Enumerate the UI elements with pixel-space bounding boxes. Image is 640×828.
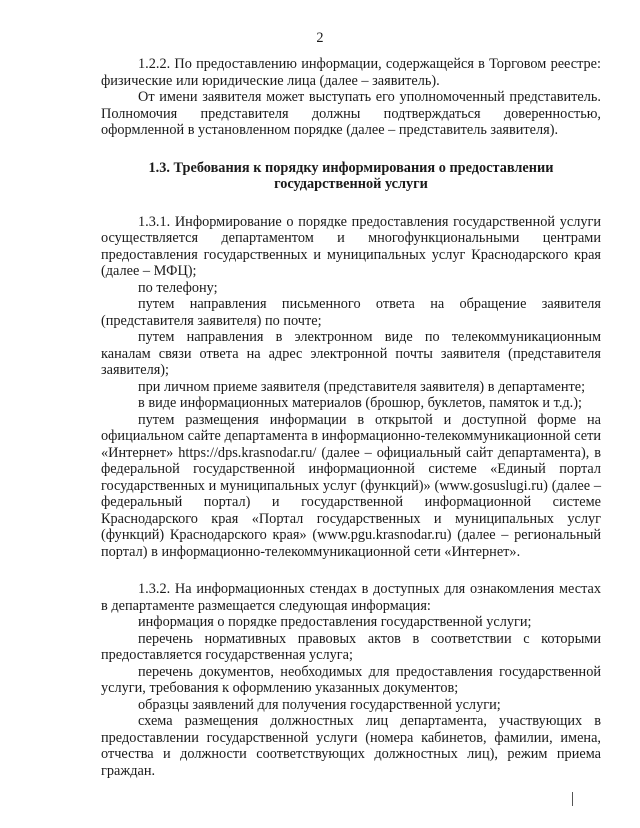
section-1-3-2 bbox=[101, 581, 601, 779]
list-item: путем размещения информации в открытой и доступной форме на официальном сайте департамента в информационно-телекоммуникационной сети «Интернет» https://dps.krasnodar.ru/ (далее – официальный сайт департамента), в федеральной государственной информационной системе «Единый портал государственных и муниципальных услуг (функций)» (www.gosuslugi.ru) (далее – федеральный портал) и государственной информационной системе Краснодарского края «Портал государственных и муниципальных услуг (функций) Краснодарского края» (www.pgu.krasnodar.ru) (далее – региональный портал) в информационно-телекоммуникационной сети «Интернет». bbox=[101, 411, 601, 560]
list-item: по телефону; bbox=[138, 279, 218, 296]
paragraph-1-3-1: 1.3.1. Информирование о порядке предоставления государственной услуги осуществляется департаментом и многофункциональными центрами предоставления государственных и муниципальных услуг Краснодарского края (далее – МФЦ); bbox=[101, 213, 601, 279]
page-number: 2 bbox=[316, 30, 324, 46]
document-body bbox=[101, 56, 601, 779]
paragraph-1-2-2: 1.2.2. По предоставлению информации, содержащейся в Торговом реестре: физические или юридические лица (далее – заявитель). bbox=[101, 56, 601, 89]
list-item: при личном приеме заявителя (представителя заявителя) в департаменте; bbox=[138, 378, 586, 395]
section-heading-1-3: 1.3. Требования к порядку информирования о предоставлении государственной услуги bbox=[148, 159, 554, 192]
list-item: путем направления письменного ответа на обращение заявителя (представителя заявителя) по почте; bbox=[101, 296, 601, 329]
list-item: перечень нормативных правовых актов в соответствии с которыми предоставляется государственная услуга; bbox=[101, 630, 601, 663]
list-item: образцы заявлений для получения государственной услуги; bbox=[138, 696, 501, 713]
list-item: информация о порядке предоставления государственной услуги; bbox=[138, 614, 532, 630]
list-item: схема размещения должностных лиц департамента, участвующих в предоставлении государственной услуги (номера кабинетов, фамилии, имена, отчества и должности соответствующих должностных лиц), режим приема граждан. bbox=[101, 713, 601, 779]
list-item: перечень документов, необходимых для предоставления государственной услуги, требования к оформлению указанных документов; bbox=[101, 663, 601, 696]
list-item: в виде информационных материалов (брошюр, буклетов, памяток и т.д.); bbox=[138, 395, 582, 411]
list-item: путем направления в электронном виде по телекоммуникационным каналам связи ответа на адрес электронной почты заявителя (представителя заявителя); bbox=[101, 329, 601, 378]
section-1-3-1 bbox=[101, 214, 601, 561]
paragraph-1-3-2: 1.3.2. На информационных стендах в доступных для ознакомления местах в департаменте размещается следующая информация: bbox=[101, 581, 601, 614]
scan-mark bbox=[572, 792, 573, 806]
paragraph-representative: От имени заявителя может выступать его уполномоченный представитель. Полномочия представителя должны подтверждаться доверенностью, оформленной в установленном порядке (далее – представитель заявителя). bbox=[101, 89, 601, 138]
